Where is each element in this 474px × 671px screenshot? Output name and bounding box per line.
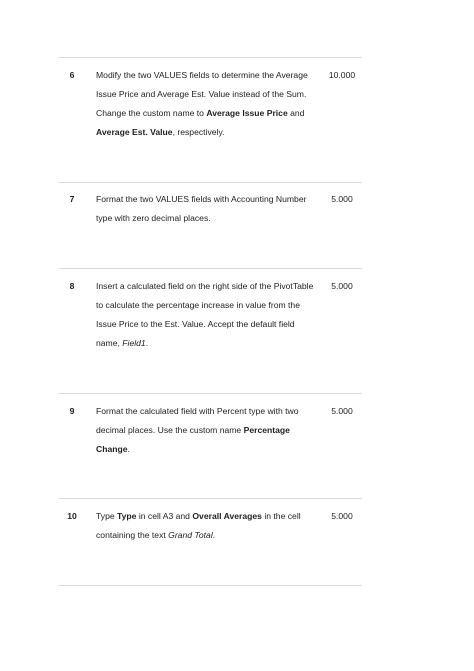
step-points: 5.000 <box>331 281 353 291</box>
step-points: 5.000 <box>331 194 353 204</box>
step-points: 5.000 <box>331 511 353 521</box>
step-number: 7 <box>69 194 75 204</box>
row-divider <box>59 57 362 58</box>
bold-text: Average Est. Value <box>96 127 173 137</box>
description-text: Modify the two VALUES fields to determine the Average Issue Price and Average Est. Value instead of the Sum. Change the custom name to <box>96 70 308 118</box>
description-text: Insert a calculated field on the right side of the PivotTable to calculate the percentage increase in value from the Issue Price to the Est. Value. Accept the default field name, <box>96 281 314 348</box>
description-text: in the cell containing the text <box>96 511 301 540</box>
step-description <box>96 66 318 142</box>
description-text: . <box>127 444 130 454</box>
bold-text: Percentage Change <box>96 425 290 454</box>
bold-text: Overall Averages <box>192 511 262 521</box>
description-text: . <box>212 530 216 540</box>
step-description <box>96 190 318 228</box>
bold-text: Average Issue Price <box>206 108 288 118</box>
row-divider <box>59 498 362 499</box>
step-number: 6 <box>69 70 75 80</box>
description-text: . <box>145 338 149 348</box>
step-number: 8 <box>69 281 75 291</box>
description-text: and <box>287 108 305 118</box>
italic-text: Grand Total <box>168 530 213 540</box>
step-description <box>96 507 318 545</box>
row-divider <box>59 393 362 394</box>
description-text: Format the calculated field with Percent type with two decimal places. Use the custom name <box>96 406 299 435</box>
italic-text: Field1 <box>122 338 146 348</box>
step-description <box>96 277 318 353</box>
step-points: 10.000 <box>328 70 356 80</box>
description-text: Format the two VALUES fields with Accounting Number type with zero decimal places. <box>96 194 307 223</box>
description-text: Type <box>96 511 118 521</box>
row-divider <box>59 585 362 586</box>
step-description <box>96 402 318 459</box>
description-text: in cell A3 and <box>136 511 193 521</box>
row-divider <box>59 182 362 183</box>
step-number: 9 <box>69 406 75 416</box>
row-divider <box>59 268 362 269</box>
step-points: 5.000 <box>331 406 353 416</box>
step-number: 10 <box>67 511 77 521</box>
description-text: , respectively. <box>172 127 225 137</box>
bold-text: Type <box>117 511 137 521</box>
